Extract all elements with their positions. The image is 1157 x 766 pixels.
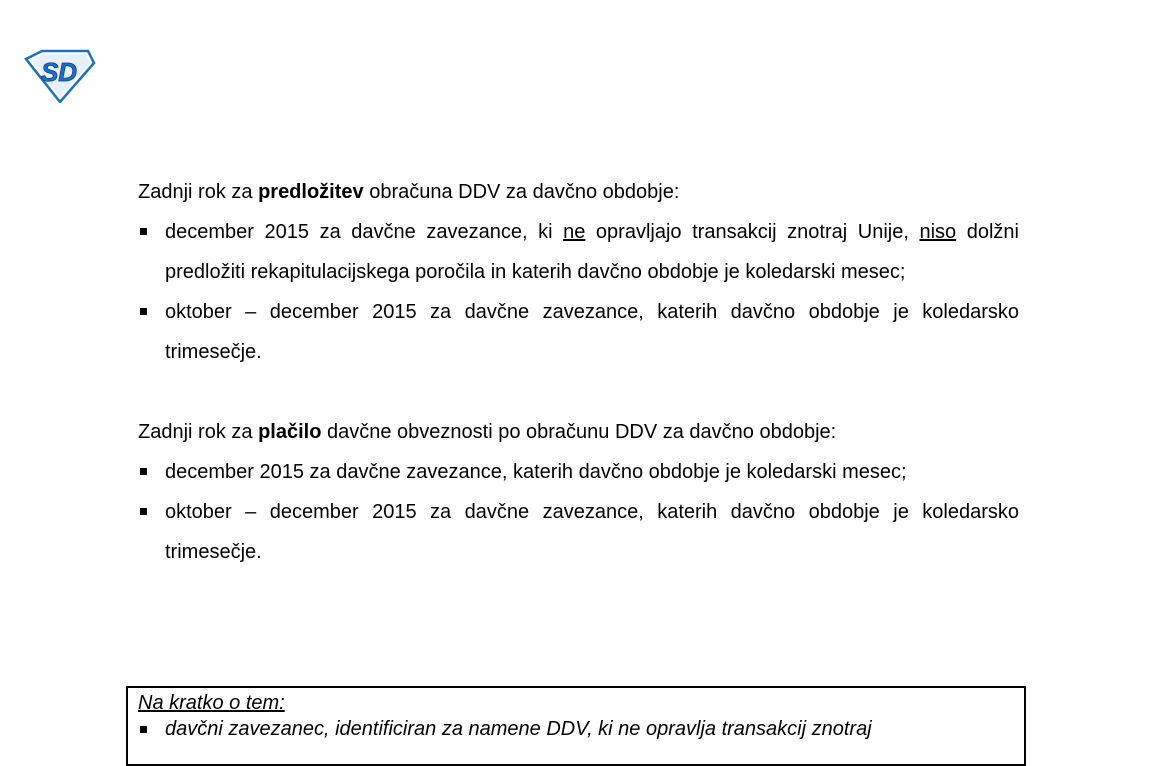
payment-deadline-list xyxy=(138,452,1019,572)
submission-deadline-list xyxy=(138,212,1019,372)
svg-text:SD: SD xyxy=(40,57,78,87)
summary-box xyxy=(126,686,1026,766)
list-item: davčni zavezanec, identificiran za namene DDV, ki ne opravlja transakcij znotraj xyxy=(138,716,1024,742)
list-item: oktober – december 2015 za davčne zavezance, katerih davčno obdobje je koledarsko trimesečje. xyxy=(138,292,1019,372)
sd-shield-logo-icon xyxy=(22,49,96,103)
list-item: oktober – december 2015 za davčne zavezance, katerih davčno obdobje je koledarsko trimesečje. xyxy=(138,492,1019,572)
summary-title: Na kratko o tem: xyxy=(138,692,285,714)
submission-deadline-intro: Zadnji rok za predložitev obračuna DDV za davčno obdobje: xyxy=(138,181,680,203)
list-item: december 2015 za davčne zavezance, ki ne opravljajo transakcij znotraj Unije, niso dolžni predložiti rekapitulacijskega poročila in katerih davčno obdobje je koledarski mesec; xyxy=(138,212,1019,292)
summary-list xyxy=(138,716,1024,742)
list-item: december 2015 za davčne zavezance, katerih davčno obdobje je koledarski mesec; xyxy=(138,452,1019,492)
document-body xyxy=(138,172,1019,572)
payment-deadline-intro: Zadnji rok za plačilo davčne obveznosti po obračunu DDV za davčno obdobje: xyxy=(138,421,837,443)
